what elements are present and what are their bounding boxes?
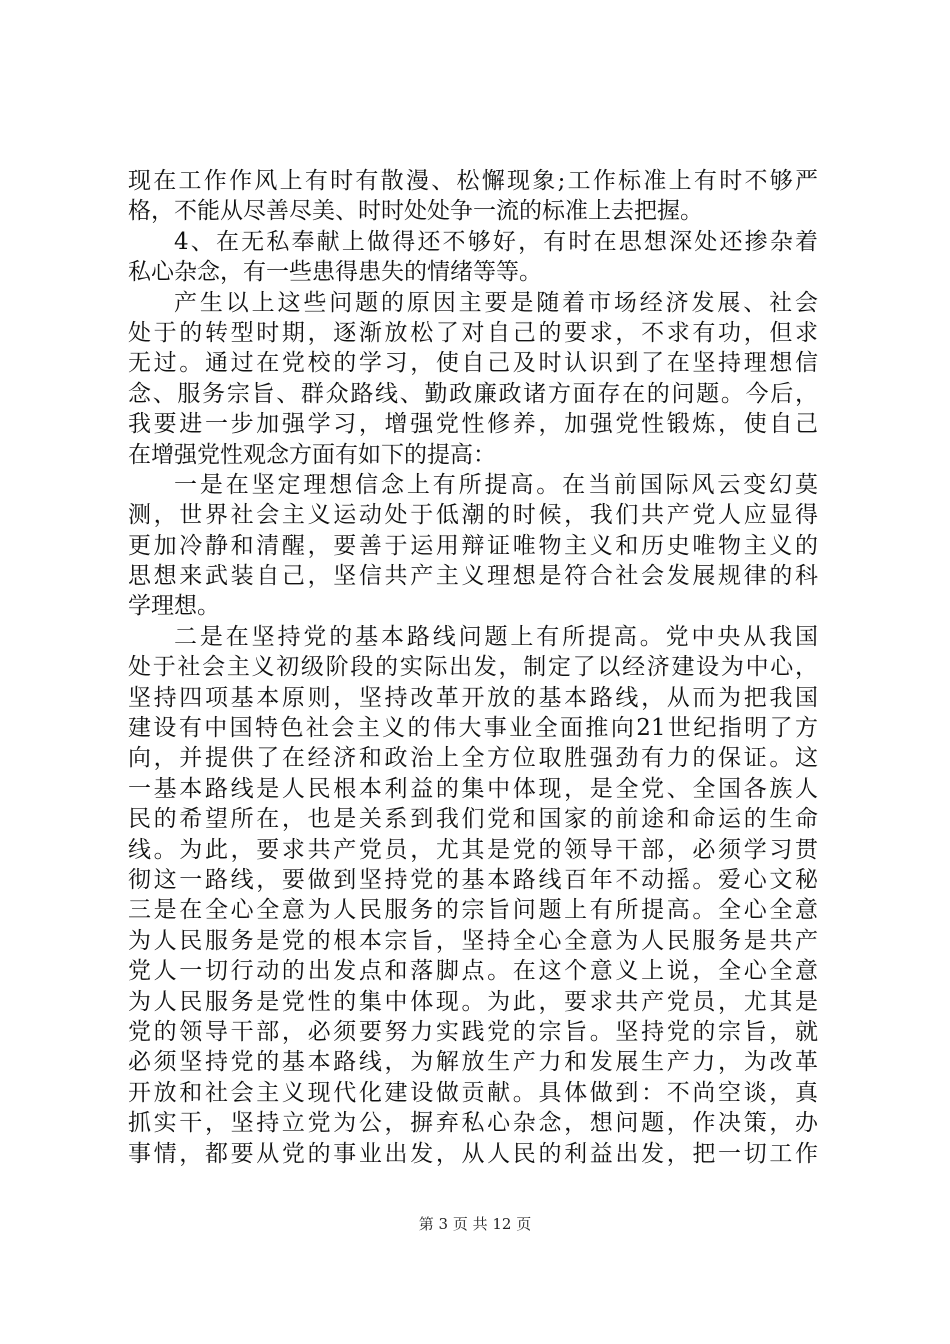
text-line: 二是在坚持党的基本路线问题上有所提高。党中央从我国 [174, 623, 818, 650]
text-line: 必须坚持党的基本路线，为解放生产力和发展生产力，为改革 [128, 1049, 818, 1076]
text-line: 处于社会主义初级阶段的实际出发，制定了以经济建设为中心， [128, 654, 818, 681]
page-number: 第 3 页 共 12 页 [418, 1215, 532, 1233]
page-footer [0, 1213, 950, 1234]
text-line: 格，不能从尽善尽美、时时处处争一流的标准上去把握。 [128, 198, 703, 225]
text-line: 坚持四项基本原则，坚持改革开放的基本路线，从而为把我国 [128, 684, 818, 711]
text-line: 线。为此，要求共产党员，尤其是党的领导干部，必须学习贯 [128, 836, 818, 863]
text-line: 更加冷静和清醒，要善于运用辩证唯物主义和历史唯物主义的 [128, 532, 818, 559]
text-line: 无过。通过在党校的学习，使自己及时认识到了在坚持理想信 [128, 350, 818, 377]
text-line: 念、服务宗旨、群众路线、勤政廉政诸方面存在的问题。今后， [128, 380, 818, 407]
text-line: 现在工作作风上有时有散漫、松懈现象;工作标准上有时不够严 [128, 168, 818, 194]
text-line: 事情，都要从党的事业出发，从人民的利益出发，把一切工作 [128, 1140, 818, 1167]
text-line: 彻这一路线，要做到坚持党的基本路线百年不动摇。爱心文秘 [128, 866, 818, 893]
text-line: 为人民服务是党的根本宗旨，坚持全心全意为人民服务是共产 [128, 927, 818, 954]
text-line: 抓实干，坚持立党为公，摒弃私心杂念，想问题，作决策，办 [128, 1110, 818, 1137]
text-line: 三是在全心全意为人民服务的宗旨问题上有所提高。全心全意 [128, 897, 818, 924]
text-line: 一是在坚定理想信念上有所提高。在当前国际风云变幻莫 [174, 471, 818, 498]
text-line: 党的领导干部，必须要努力实践党的宗旨。坚持党的宗旨，就 [128, 1018, 818, 1045]
text-line: 开放和社会主义现代化建设做贡献。具体做到：不尚空谈，真 [128, 1079, 818, 1106]
text-line: 为人民服务是党性的集中体现。为此，要求共产党员，尤其是 [128, 988, 818, 1015]
text-line: 党人一切行动的出发点和落脚点。在这个意义上说，全心全意 [128, 958, 818, 985]
text-line: 4、在无私奉献上做得还不够好，有时在思想深处还掺杂着 [174, 228, 818, 255]
text-line: 一基本路线是人民根本利益的集中体现，是全党、全国各族人 [128, 775, 818, 802]
text-line: 在增强党性观念方面有如下的提高： [128, 441, 496, 468]
text-line: 思想来武装自己，坚信共产主义理想是符合社会发展规律的科 [128, 563, 818, 590]
text-line: 我要进一步加强学习，增强党性修养，加强党性锻炼，使自己 [128, 411, 818, 438]
text-line: 学理想。 [128, 593, 220, 620]
text-line: 建设有中国特色社会主义的伟大事业全面推向21世纪指明了方 [128, 715, 818, 742]
body-text [128, 166, 818, 1169]
text-line: 处于的转型时期，逐渐放松了对自己的要求，不求有功，但求 [128, 319, 818, 346]
text-line: 向，并提供了在经济和政治上全方位取胜强劲有力的保证。这 [128, 745, 818, 772]
text-line: 民的希望所在，也是关系到我们党和国家的前途和命运的生命 [128, 806, 818, 833]
text-line: 测，世界社会主义运动处于低潮的时候，我们共产党人应显得 [128, 502, 818, 529]
text-line: 私心杂念，有一些患得患失的情绪等等。 [128, 259, 542, 286]
text-line: 产生以上这些问题的原因主要是随着市场经济发展、社会 [174, 289, 818, 316]
